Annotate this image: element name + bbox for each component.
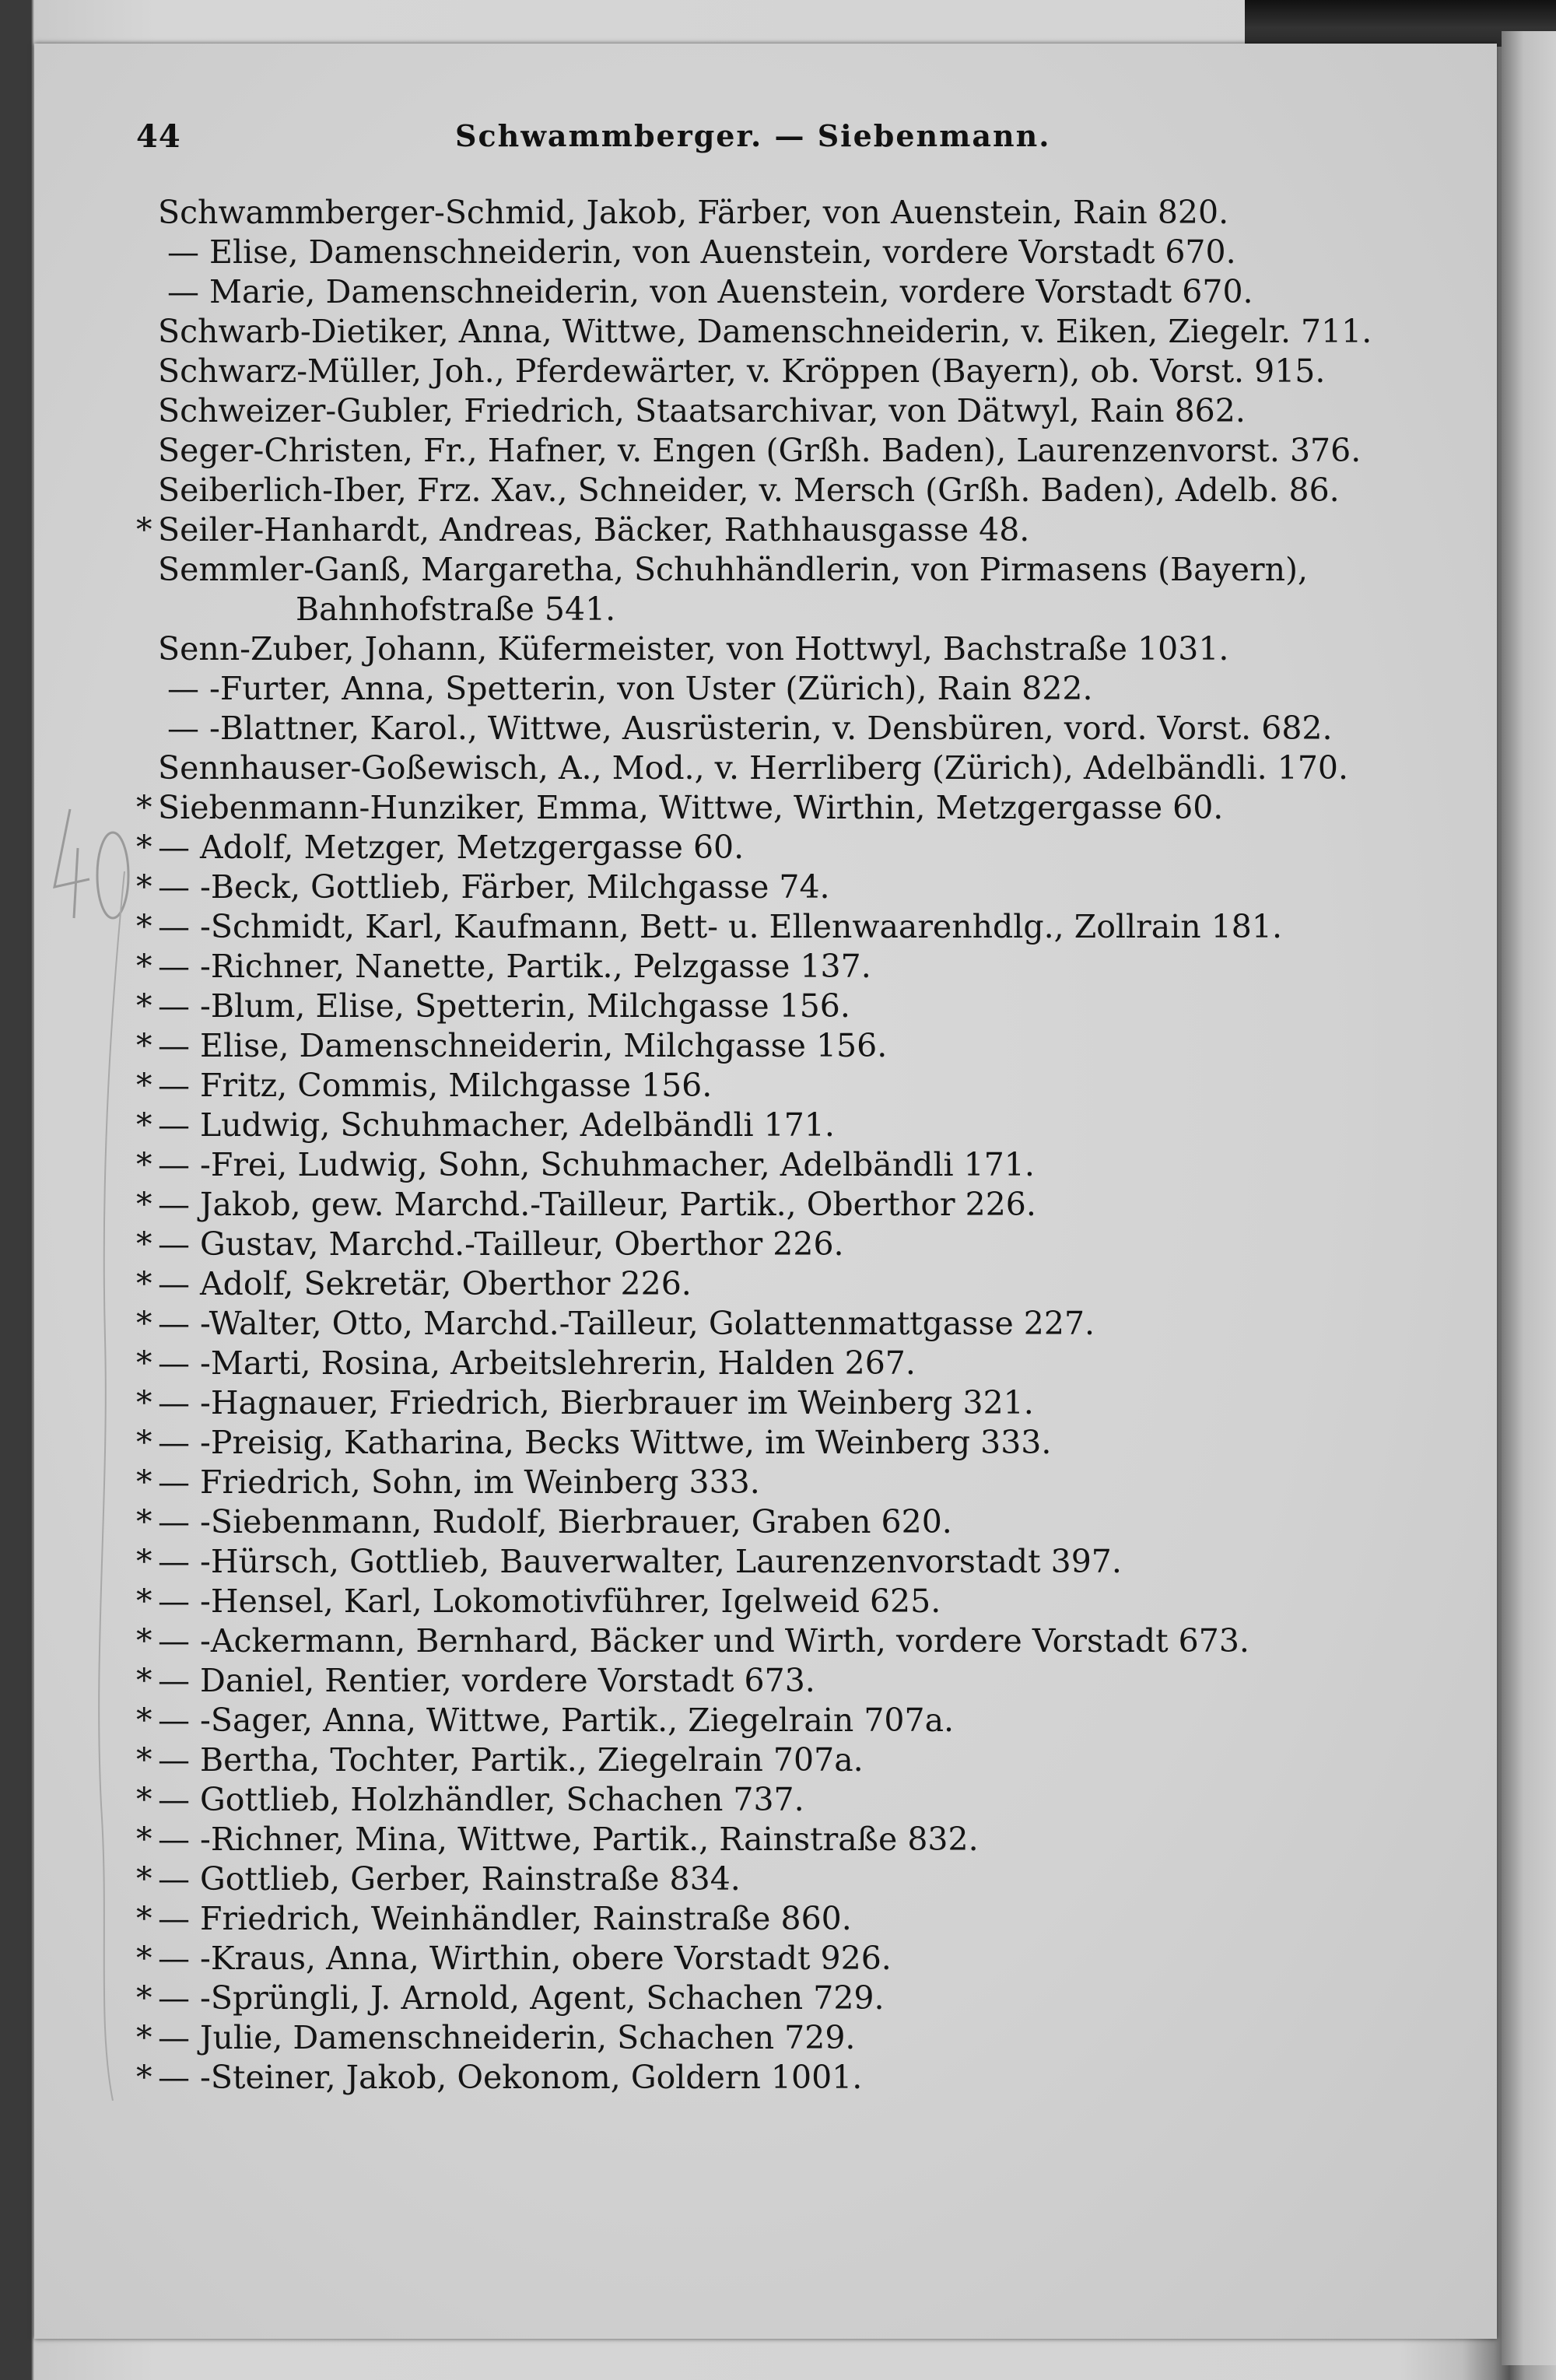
entry-text: Bahnhofstraße 541.: [296, 591, 616, 628]
entry-star-marker: *: [136, 1503, 152, 1541]
entry-star-marker: *: [136, 1344, 152, 1382]
entry-text: — -Frei, Ludwig, Sohn, Schuhmacher, Adelbändli 171.: [158, 1146, 1035, 1183]
entry-text: — -Furter, Anna, Spetterin, von Uster (Zürich), Rain 822.: [167, 670, 1093, 707]
entry-text: — -Walter, Otto, Marchd.-Tailleur, Golattenmattgasse 227.: [158, 1305, 1095, 1342]
directory-entry: [136, 669, 1334, 709]
page-number: 44: [136, 118, 181, 155]
entry-text: — -Hürsch, Gottlieb, Bauverwalter, Laurenzenvorstadt 397.: [158, 1543, 1122, 1580]
directory-entry: [136, 748, 1349, 788]
entry-text: — -Marti, Rosina, Arbeitslehrerin, Halden 267.: [158, 1344, 916, 1382]
directory-entry: [136, 1026, 1334, 1066]
entry-text: — Gustav, Marchd.-Tailleur, Oberthor 226.: [158, 1225, 844, 1263]
directory-entry: [136, 391, 1334, 431]
directory-entry: [136, 1344, 1334, 1383]
directory-entry: [136, 1106, 1334, 1145]
entry-star-marker: *: [136, 1940, 152, 1977]
entry-star-marker: *: [136, 1265, 152, 1302]
directory-entry: [136, 868, 1334, 907]
entry-text: — -Blattner, Karol., Wittwe, Ausrüsterin, v. Densbüren, vord. Vorst. 682.: [167, 710, 1333, 747]
directory-entry: [136, 629, 1334, 669]
entry-star-marker: *: [136, 1463, 152, 1501]
entry-text: Siebenmann-Hunziker, Emma, Wittwe, Wirthin, Metzgergasse 60.: [158, 789, 1224, 826]
entry-text: Sennhauser-Goßewisch, A., Mod., v. Herrliberg (Zürich), Adelbändli. 170.: [158, 749, 1349, 787]
directory-entry: [136, 1066, 1334, 1106]
entry-star-marker: *: [136, 829, 152, 866]
directory-entry: [136, 2058, 1334, 2098]
directory-entry: [136, 431, 1362, 471]
directory-entry: [136, 1701, 1334, 1740]
directory-entry: [136, 471, 1340, 510]
directory-entry: [136, 233, 1334, 272]
entry-text: — Adolf, Sekretär, Oberthor 226.: [158, 1265, 692, 1302]
entry-star-marker: *: [136, 1543, 152, 1580]
entry-text: — Marie, Damenschneiderin, von Auenstein, vordere Vorstadt 670.: [167, 273, 1253, 310]
entry-text: Seger-Christen, Fr., Hafner, v. Engen (Grßh. Baden), Laurenzenvorst. 376.: [158, 432, 1362, 469]
directory-entry: [136, 1582, 1334, 1621]
directory-entry: [136, 510, 1334, 550]
entry-star-marker: *: [136, 987, 152, 1025]
directory-entry: [136, 1542, 1334, 1582]
directory-entry: [136, 590, 1334, 629]
entry-star-marker: *: [136, 1900, 152, 1937]
entry-text: — -Steiner, Jakob, Oekonom, Goldern 1001.: [158, 2059, 863, 2096]
directory-entry: [136, 1939, 1334, 1979]
directory-entry: [136, 907, 1334, 947]
entry-text: — Fritz, Commis, Milchgasse 156.: [158, 1067, 713, 1104]
entry-text: — -Preisig, Katharina, Becks Wittwe, im Weinberg 333.: [158, 1424, 1052, 1461]
entry-star-marker: *: [136, 789, 152, 826]
entry-star-marker: *: [136, 2059, 152, 2096]
entry-star-marker: *: [136, 948, 152, 985]
entry-star-marker: *: [136, 1027, 152, 1064]
directory-entry: [136, 828, 1334, 868]
entry-text: Schwammberger-Schmid, Jakob, Färber, von Auenstein, Rain 820.: [158, 194, 1229, 231]
directory-entry: [136, 1661, 1334, 1701]
entry-text: — -Richner, Nanette, Partik., Pelzgasse 137.: [158, 948, 871, 985]
directory-entry: [136, 1740, 1334, 1780]
entry-star-marker: *: [136, 1741, 152, 1779]
entry-star-marker: *: [136, 1146, 152, 1183]
entry-text: — Ludwig, Schuhmacher, Adelbändli 171.: [158, 1106, 835, 1144]
entry-text: Seiler-Hanhardt, Andreas, Bäcker, Rathhausgasse 48.: [158, 511, 1030, 549]
directory-entry: [136, 1820, 1334, 1859]
directory-entry: [136, 947, 1334, 987]
entry-star-marker: *: [136, 1781, 152, 1818]
entry-star-marker: *: [136, 1583, 152, 1620]
directory-entry: [136, 1304, 1334, 1344]
entry-star-marker: *: [136, 1979, 152, 2017]
entry-text: — Bertha, Tochter, Partik., Ziegelrain 707a.: [158, 1741, 864, 1779]
directory-entry: [136, 1185, 1334, 1225]
entry-text: — -Schmidt, Karl, Kaufmann, Bett- u. Ellenwaarenhdlg., Zollrain 181.: [158, 908, 1282, 945]
entry-text: — -Siebenmann, Rudolf, Bierbrauer, Graben 620.: [158, 1503, 952, 1541]
entry-text: — -Hagnauer, Friedrich, Bierbrauer im Weinberg 321.: [158, 1384, 1034, 1421]
entry-star-marker: *: [136, 868, 152, 906]
entry-text: Schwarb-Dietiker, Anna, Wittwe, Damenschneiderin, v. Eiken, Ziegelr. 711.: [158, 313, 1372, 350]
entry-star-marker: *: [136, 511, 152, 549]
entry-text: — Friedrich, Sohn, im Weinberg 333.: [158, 1463, 760, 1501]
entry-text: — Elise, Damenschneiderin, von Auenstein, vordere Vorstadt 670.: [167, 233, 1236, 271]
entry-text: Senn-Zuber, Johann, Küfermeister, von Hottwyl, Bachstraße 1031.: [158, 630, 1229, 668]
entry-text: — Elise, Damenschneiderin, Milchgasse 156.: [158, 1027, 888, 1064]
entry-text: Schwarz-Müller, Joh., Pferdewärter, v. Kröppen (Bayern), ob. Vorst. 915.: [158, 352, 1326, 390]
entry-star-marker: *: [136, 1225, 152, 1263]
entry-star-marker: *: [136, 1305, 152, 1342]
entry-text: — Daniel, Rentier, vordere Vorstadt 673.: [158, 1662, 815, 1699]
entry-text: — Adolf, Metzger, Metzgergasse 60.: [158, 829, 745, 866]
entry-text: Schweizer-Gubler, Friedrich, Staatsarchivar, von Dätwyl, Rain 862.: [158, 392, 1246, 429]
entry-star-marker: *: [136, 1186, 152, 1223]
entry-star-marker: *: [136, 1106, 152, 1144]
entry-star-marker: *: [136, 1067, 152, 1104]
directory-entries: [136, 193, 1372, 2098]
entry-star-marker: *: [136, 1821, 152, 1858]
directory-entry: [136, 1225, 1334, 1264]
entry-text: — Gottlieb, Gerber, Rainstraße 834.: [158, 1860, 741, 1898]
directory-entry: [136, 788, 1334, 828]
directory-entry: [136, 1502, 1334, 1542]
entry-text: — -Beck, Gottlieb, Färber, Milchgasse 74.: [158, 868, 830, 906]
entry-text: — -Blum, Elise, Spetterin, Milchgasse 156.: [158, 987, 850, 1025]
entry-star-marker: *: [136, 1424, 152, 1461]
entry-star-marker: *: [136, 1702, 152, 1739]
directory-entry: [136, 987, 1334, 1026]
entry-text: — Julie, Damenschneiderin, Schachen 729.: [158, 2019, 856, 2056]
directory-entry: [136, 1463, 1334, 1502]
directory-entry: [136, 352, 1334, 391]
entry-text: — Friedrich, Weinhändler, Rainstraße 860.: [158, 1900, 852, 1937]
entry-text: — Jakob, gew. Marchd.-Tailleur, Partik., Oberthor 226.: [158, 1186, 1036, 1223]
entry-text: Semmler-Ganß, Margaretha, Schuhhändlerin, von Pirmasens (Bayern),: [158, 551, 1309, 588]
running-title: Schwammberger. — Siebenmann.: [455, 118, 1051, 153]
entry-text: — -Richner, Mina, Wittwe, Partik., Rainstraße 832.: [158, 1821, 979, 1858]
entry-star-marker: *: [136, 1860, 152, 1898]
directory-entry: [136, 550, 1334, 590]
directory-entry: [136, 312, 1372, 352]
directory-entry: [136, 1899, 1334, 1939]
entry-star-marker: *: [136, 1384, 152, 1421]
directory-entry: [136, 1145, 1334, 1185]
directory-entry: [136, 1780, 1334, 1820]
entry-text: — -Ackermann, Bernhard, Bäcker und Wirth, vordere Vorstadt 673.: [158, 1622, 1249, 1660]
page-header: [136, 118, 1051, 168]
entry-star-marker: *: [136, 1622, 152, 1660]
entry-star-marker: *: [136, 1662, 152, 1699]
entry-text: — Gottlieb, Holzhändler, Schachen 737.: [158, 1781, 804, 1818]
entry-text: — -Hensel, Karl, Lokomotivführer, Igelweid 625.: [158, 1583, 941, 1620]
entry-star-marker: *: [136, 2019, 152, 2056]
directory-entry: [136, 1979, 1334, 2018]
directory-entry: [136, 1423, 1334, 1463]
directory-entry: [136, 272, 1334, 312]
directory-entry: [136, 1859, 1334, 1899]
entry-text: — -Sprüngli, J. Arnold, Agent, Schachen 729.: [158, 1979, 885, 2017]
entry-text: — -Kraus, Anna, Wirthin, obere Vorstadt 926.: [158, 1940, 892, 1977]
directory-entry: [136, 1621, 1334, 1661]
directory-entry: [136, 2018, 1334, 2058]
directory-entry: [136, 1264, 1334, 1304]
directory-entry: [136, 1383, 1334, 1423]
entry-text: Seiberlich-Iber, Frz. Xav., Schneider, v. Mersch (Grßh. Baden), Adelb. 86.: [158, 471, 1340, 509]
next-page-edge: [1502, 31, 1556, 2365]
directory-entry: [136, 709, 1334, 748]
entry-star-marker: *: [136, 908, 152, 945]
directory-entry: [136, 193, 1334, 233]
entry-text: — -Sager, Anna, Wittwe, Partik., Ziegelrain 707a.: [158, 1702, 955, 1739]
